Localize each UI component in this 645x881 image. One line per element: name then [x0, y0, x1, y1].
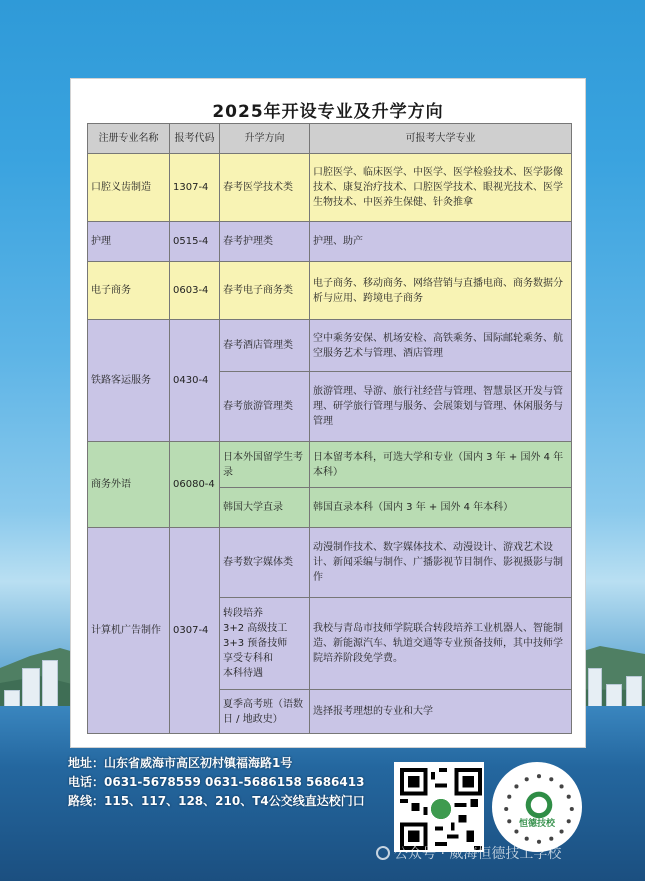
direction-cell: 春考护理类 [220, 222, 310, 262]
table-row [88, 262, 572, 320]
table-header-row [88, 124, 572, 154]
direction-cell: 日本外国留学生考录 [220, 442, 310, 488]
code-cell: 0515-4 [170, 222, 220, 262]
direction-cell: 春考数字媒体类 [220, 528, 310, 598]
direction-cell: 春考医学技术类 [220, 154, 310, 222]
universities-cell: 旅游管理、导游、旅行社经营与管理、智慧景区开发与管理、研学旅行管理与服务、会展策划与管理、休闲服务与管理 [310, 372, 572, 442]
page-title: 2025年开设专业及升学方向 [212, 102, 444, 122]
major-cell: 商务外语 [88, 442, 170, 528]
major-cell: 电子商务 [88, 262, 170, 320]
table-row [88, 528, 572, 598]
code-cell: 0430-4 [170, 320, 220, 442]
universities-cell: 护理、助产 [310, 222, 572, 262]
table-row [88, 154, 572, 222]
address-text: 地址：山东省威海市高区初村镇福海路1号 [68, 756, 293, 770]
universities-cell: 电子商务、移动商务、网络营销与直播电商、商务数据分析与应用、跨境电子商务 [310, 262, 572, 320]
table-row [88, 222, 572, 262]
code-cell: 06080-4 [170, 442, 220, 528]
miniprogram-code [492, 762, 582, 852]
direction-cell: 春考电子商务类 [220, 262, 310, 320]
wechat-qr-code [394, 762, 484, 852]
major-cell: 护理 [88, 222, 170, 262]
wechat-icon [376, 846, 390, 860]
header-code: 报考代码 [170, 124, 220, 154]
table-row [88, 320, 572, 372]
major-cell: 口腔义齿制造 [88, 154, 170, 222]
direction-cell: 夏季高考班（语数日 / 地政史） [220, 690, 310, 734]
majors-panel [70, 78, 586, 748]
code-cell: 0307-4 [170, 528, 220, 734]
header-universities: 可报考大学专业 [310, 124, 572, 154]
universities-cell: 韩国直录本科（国内 3 年 + 国外 4 年本科） [310, 488, 572, 528]
universities-cell: 动漫制作技术、数字媒体技术、动漫设计、游戏艺术设计、新闻采编与制作、广播影视节目制作、影视摄影与制作 [310, 528, 572, 598]
table-row [88, 442, 572, 488]
universities-cell: 日本留考本科，可选大学和专业（国内 3 年 + 国外 4 年本科） [310, 442, 572, 488]
phone-text: 电话：0631-5678559 0631-5686158 5686413 [68, 775, 365, 789]
code-cell: 1307-4 [170, 154, 220, 222]
route-text: 路线：115、117、128、210、T4公交线直达校门口 [68, 794, 365, 808]
universities-cell: 选择报考理想的专业和大学 [310, 690, 572, 734]
header-direction: 升学方向 [220, 124, 310, 154]
major-cell: 铁路客运服务 [88, 320, 170, 442]
direction-cell: 春考酒店管理类 [220, 320, 310, 372]
major-cell: 计算机广告制作 [88, 528, 170, 734]
direction-cell: 韩国大学直录 [220, 488, 310, 528]
miniprogram-label: 恒德技校 [518, 819, 555, 829]
account-caption [376, 843, 636, 865]
majors-table [87, 123, 572, 734]
direction-cell: 春考旅游管理类 [220, 372, 310, 442]
header-major: 注册专业名称 [88, 124, 170, 154]
universities-cell: 空中乘务安保、机场安检、高铁乘务、国际邮轮乘务、航空服务艺术与管理、酒店管理 [310, 320, 572, 372]
code-cell: 0603-4 [170, 262, 220, 320]
universities-cell: 口腔医学、临床医学、中医学、医学检验技术、医学影像技术、康复治疗技术、口腔医学技术、眼视光技术、医学生物技术、中医养生保健、针灸推拿 [310, 154, 572, 222]
contact-info [68, 754, 398, 811]
account-name: 公众号 · 威海恒德技工学校 [394, 846, 562, 862]
universities-cell: 我校与青岛市技师学院联合转段培养工业机器人、智能制造、新能源汽车、轨道交通等专业预备技师，其中技师学院培养阶段免学费。 [310, 598, 572, 690]
direction-cell: 转段培养 3+2 高级技工 3+3 预备技师 享受专科和 本科待遇 [220, 598, 310, 690]
